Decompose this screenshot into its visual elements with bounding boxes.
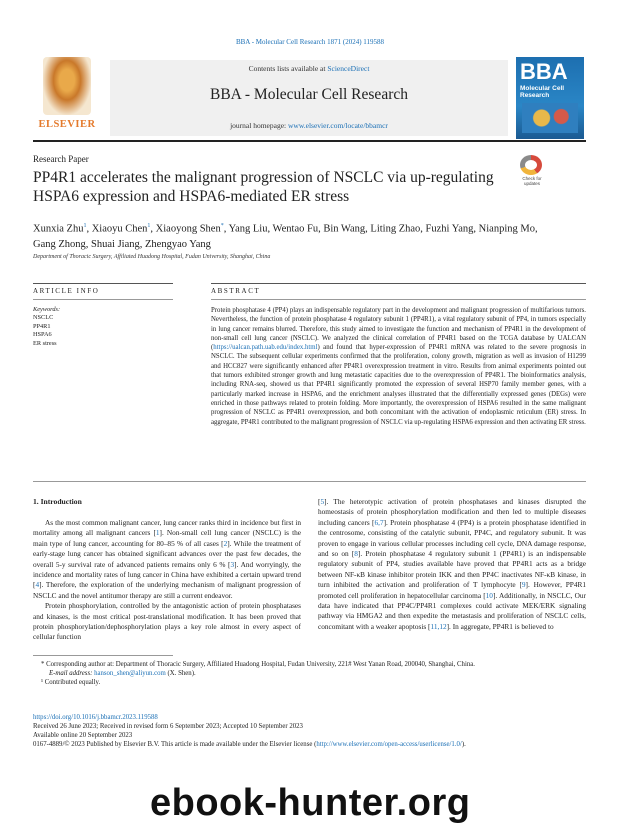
keyword: ER stress <box>33 339 57 347</box>
abstract-rule <box>211 283 586 284</box>
affiliation: Department of Thoracic Surgery, Affiliated Huadong Hospital, Fudan University, Shanghai, China <box>33 254 271 260</box>
section-heading-introduction: 1. Introduction <box>33 497 82 506</box>
author-name[interactable]: Gang Zhong <box>33 238 86 250</box>
citation-link[interactable]: 9 <box>521 580 526 590</box>
email-label: E-mail address: <box>49 669 95 677</box>
text-run: As the most common malignant cancer, lung cancer ranks third in incidence but first in mortality among all malignant cancers [ <box>33 518 301 538</box>
citation-link[interactable]: 5 <box>320 497 325 506</box>
text-run: ]. The heterotypic activation of protein phosphatases and kinases disrupted the homeostasis of protein phosphorylation modification and then led to multiple diseases including cancers [ <box>318 497 586 527</box>
footnotes <box>33 661 586 687</box>
author-list: Xunxia Zhu$^1$, Xiaoyu Chen$^1$, Xiaoyong Shen*, Yang Liu, Wentao Fu, Bin Wang, Liting Zhao, Fuzhi Yang, Nianping Mo, Gang Zhong, Shuai Jiang, Zhengyao Yang <box>33 223 538 250</box>
citation-link[interactable]: 10 <box>485 590 493 600</box>
right-column <box>318 497 586 632</box>
homepage-line <box>110 121 508 130</box>
check-updates-label: Check for updates <box>522 176 542 186</box>
citation-link[interactable]: 2 <box>223 538 228 548</box>
abstract-inner-rule <box>211 299 586 300</box>
text-run: ]. Protein phosphatase 4 (PP4) is a protein phosphatase identified in the centrosome, consisting of the catalytic subunit, PP4C, and regulatory subunit. It was proven to engage in various cellular processes including cell cycle, DNA damage response, and so on [ <box>318 517 587 559</box>
check-for-updates-button[interactable] <box>517 155 547 185</box>
keywords-rule <box>33 299 173 300</box>
journal-homepage-link[interactable]: www.elsevier.com/locate/bbamcr <box>288 121 388 130</box>
license-link[interactable]: http://www.elsevier.com/open-access/userlicense/1.0/ <box>316 741 462 748</box>
footnote-rule <box>33 655 173 656</box>
text-run: ]. However, PP4R1 promoted cell proliferation in hepatocellular carcinoma [ <box>318 580 586 600</box>
citation-link[interactable]: 4 <box>35 580 40 590</box>
author-affiliation-marker[interactable]: 1 <box>83 223 87 229</box>
bibliographic-info <box>33 713 586 749</box>
contents-line <box>110 64 508 73</box>
intro-paragraph-continued <box>318 497 586 632</box>
contents-prefix: Contents lists available at <box>248 64 328 73</box>
keyword: PP4R1 <box>33 322 51 330</box>
keyword: HSPA6 <box>33 331 52 339</box>
author-name[interactable]: Xiaoyong Shen <box>155 223 221 235</box>
elsevier-tree-icon <box>43 57 91 115</box>
left-column <box>33 518 301 643</box>
email-suffix: (X. Shen). <box>165 669 196 677</box>
author-name[interactable]: Zhengyao Yang <box>145 238 211 250</box>
license-text: ). <box>461 741 466 748</box>
text-run: ]. Protein phosphatase 4 regulatory subunit 1 (PP4R1) is an indispensable regulatory subunit of PP4, studies available have proved that PP4R1 acts as a bridge between NF-κB kinase inhibitor protein IKK and then PP4C inactivates NF-κB kinase, in turn inhibited the activation and proliferation of T lymphocyte [ <box>318 549 586 590</box>
article-type: Research Paper <box>33 154 89 164</box>
elsevier-logo <box>33 57 101 135</box>
author-affiliation-marker[interactable]: * <box>220 223 224 229</box>
author-affiliation-marker[interactable]: 1 <box>147 223 151 229</box>
author-name[interactable]: Xiaoyu Chen <box>91 223 148 235</box>
keywords-label: Keywords: <box>33 306 61 313</box>
article-info-heading: ARTICLE INFO <box>33 287 100 295</box>
journal-cover-image[interactable] <box>516 57 584 139</box>
citation-link[interactable]: 3 <box>230 559 235 569</box>
doi-link[interactable]: https://doi.org/10.1016/j.bbamcr.2023.119588 <box>33 714 158 721</box>
keywords-block <box>33 306 173 348</box>
author-name[interactable]: Xunxia Zhu <box>33 223 84 235</box>
citation-link[interactable]: 11,12 <box>430 621 447 631</box>
article-info-rule <box>33 283 173 284</box>
text-run: ]. While the treatment of early-stage lung cancer has obtained significant advances over the past few decades, the overall 5-y survival rate of advanced patients remains only 6 % [ <box>33 538 302 569</box>
intro-paragraph-2: Protein phosphorylation, controlled by the antagonistic action of protein phosphatases and kinases, is the most critical post-translational modification. It has been proved that protein phosphorylation/dephosphorylation plays a key role almost in every aspect of cellular function <box>33 601 301 642</box>
author-name[interactable]: Fuzhi Yang <box>425 223 474 235</box>
text-run: ]. Therefore, the exploration of the underlying mechanism of malignant progression of NSCLC and the novel antitumor therapy are still a current endeavor. <box>33 580 301 600</box>
corresponding-author-note: * Corresponding author at: Department of Thoracic Surgery, Affiliated Huadong Hospital, Fudan University, 221# West Yanan Road, 200040, Shanghai, China. <box>41 661 475 668</box>
license-text: 0167-4889/© 2023 Published by Elsevier B.V. This article is made available under the Elsevier license ( <box>33 741 317 748</box>
online-date: Available online 20 September 2023 <box>33 732 133 739</box>
received-dates: Received 26 June 2023; Received in revised form 6 September 2023; Accepted 10 September 2023 <box>33 723 303 730</box>
cover-artwork <box>522 103 578 133</box>
text-run: ]. In aggregate, PP4R1 is believed to <box>446 621 554 631</box>
text-run: ]. Non-small cell lung cancer (NSCLC) is the main type of lung cancer, accounting for 80–85 % of all cases [ <box>33 528 301 548</box>
license-line <box>33 740 586 749</box>
cover-title: BBA <box>520 59 568 84</box>
intro-paragraph-1 <box>33 518 301 601</box>
author-name[interactable]: Bin Wang <box>323 223 366 235</box>
citation-link[interactable]: 1 <box>155 528 160 538</box>
abstract-bottom-rule <box>33 481 586 482</box>
journal-masthead <box>110 60 508 136</box>
abstract-part: Protein phosphatase 4 (PP4) plays an indispensable regulatory part in the development and malignant progression of multifarious tumors. Nevertheless, the function of protein phosphatase 4 regulatory subunit 1 (PP4R1), a vital regulatory subunit of PP4, in tumors especially in lung cancer remains blurred. Therefore, this study aimed to investigate the function and mechanism of PP4R1 in the development of non-small cell lung cancer (NSCLC). We analyzed the clinical correlation of PP4R1 based on the TCGA database by UALCAN ( <box>211 307 586 352</box>
text-run: ]. Additionally, in NSCLC, Our data have indicated that PP4C/PP4R1 complexes could activate MEK/ERK signaling pathway via HMGA2 and then expedite the metastasis and proliferation of NSCLC cells, concomitant with a weaker apoptosis [ <box>318 590 586 631</box>
crossmark-icon <box>520 155 542 175</box>
author-name[interactable]: Yang Liu <box>228 223 268 235</box>
elsevier-wordmark: ELSEVIER <box>38 119 96 130</box>
abstract-part: ) and found that hyper-expression of PP4R1 mRNA was related to the severe prognosis in NSCLC. The subsequent cellular experiments confirmed that the proliferation, colony growth, migration as well as invasion of H1299 and HCC827 were significantly enhanced after PP4R1 overexpression treatment in vitro. Results from animal experiments pointed out that tumors exhibited stronger growth and lung metastatic capacities due to the overexpression of PP4R1. The bioinformatics analysis, including RNA-seq, showed us that PP4R1 significantly promoted the expression of several HSP70 family member genes, with a particularly marked increase in HSPA6, and the enrichment analyses illustrated that the differentially expressed genes (DEGs) were enriched in those pathways related to protein folding. More importantly, the overexpression of HSPA6 resulted in the same malignant progression of NSCLC as PP4R1 overexpression, and both concomitant with the activation of endoplasmic reticulum (ER) stress. In aggregate, PP4R1 contributed to the malignant progression of NSCLC via up-regulating HSPA6 expression and then activating ER stress. <box>211 344 586 426</box>
author-name[interactable]: Liting Zhao <box>370 223 421 235</box>
masthead-divider <box>33 140 586 142</box>
email-link[interactable]: hanson_shen@aliyun.com <box>94 669 166 677</box>
text-run: ]. And worryingly, the incidence and mortality rates of lung cancer in China have exhibited a certain upward trend [ <box>33 559 301 590</box>
watermark: ebook-hunter.org <box>150 782 471 824</box>
email-note <box>49 670 586 679</box>
keyword: NSCLC <box>33 314 54 322</box>
author-name[interactable]: Nianping Mo <box>478 223 535 235</box>
journal-title: BBA - Molecular Cell Research <box>209 86 408 103</box>
homepage-prefix: journal homepage: <box>230 121 288 130</box>
author-name[interactable]: Wentao Fu <box>272 223 319 235</box>
citation-link[interactable]: 8 <box>354 549 358 559</box>
ualcan-link[interactable]: https://ualcan.path.uab.edu/index.html <box>213 344 318 352</box>
author-name[interactable]: Shuai Jiang <box>91 238 140 250</box>
sciencedirect-link[interactable]: ScienceDirect <box>327 64 370 73</box>
abstract-heading: ABSTRACT <box>211 287 261 295</box>
equal-contribution-note: ¹ Contributed equally. <box>41 678 101 686</box>
text-run: [ <box>318 497 321 506</box>
article-title: PP4R1 accelerates the malignant progression of NSCLC via up-regulating HSPA6 expression and HSPA6-mediated ER stress <box>33 169 494 205</box>
running-header[interactable]: BBA - Molecular Cell Research 1871 (2024) 119588 <box>235 38 385 46</box>
abstract-text <box>211 306 586 427</box>
citation-link[interactable]: 6,7 <box>374 517 384 527</box>
cover-subtitle: Molecular Cell Research <box>520 85 565 99</box>
